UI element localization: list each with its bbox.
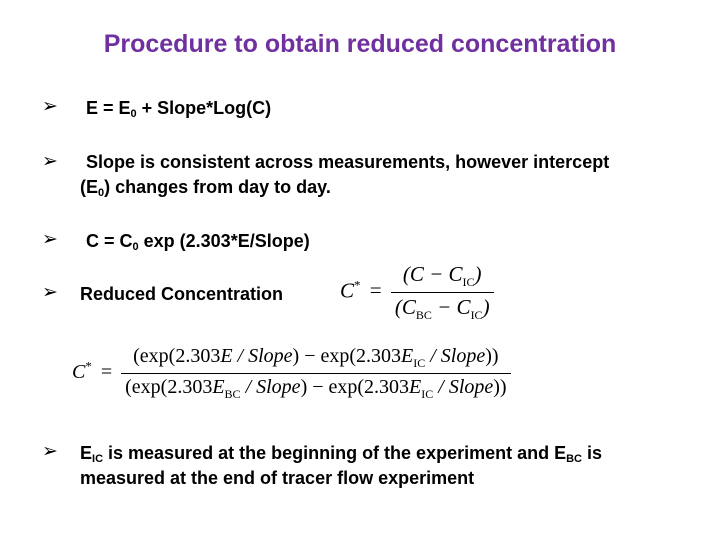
b1-prefix: E = E [86, 98, 131, 118]
f2-star: * [85, 358, 92, 374]
bullet-5-line-2: measured at the end of tracer flow experiment [80, 468, 475, 488]
bullet-1-text [86, 96, 271, 120]
b3-prefix: C = C [86, 231, 133, 251]
arrow-bullet-icon: ➢ [42, 151, 58, 172]
b5-s2: BC [566, 453, 582, 465]
b1-suffix: + Slope*Log(C) [136, 98, 272, 118]
slide-title: Procedure to obtain reduced concentration [103, 30, 617, 58]
f1-denominator: $(C_{BC} - C_{IC})$ [394, 295, 490, 322]
bullet-2-line-2 [80, 175, 331, 199]
f1-numerator: $(C - C_{IC})$ [391, 262, 494, 293]
arrow-bullet-icon: ➢ [42, 282, 58, 303]
bullet-5-line-1 [80, 441, 602, 465]
bullet-2-line-1: Slope is consistent across measurements, however intercept [86, 152, 610, 172]
b3-suffix: exp (2.303*E/Slope) [138, 231, 310, 251]
b5-t1: E [80, 443, 93, 463]
b2-prefix: (E [80, 177, 98, 197]
f2-denominator: ($\exp(2.303E_{BC}$ / Slope) − $\exp(2.303E_{IC}$ / Slope)) [125, 376, 507, 401]
arrow-bullet-icon: ➢ [42, 441, 58, 462]
f2-numerator: (exp(2.303E / Slope) − $\exp(2.303E_{IC}$ / Slope)) [121, 345, 510, 374]
arrow-bullet-icon: ➢ [42, 96, 58, 117]
b5-s1: IC [92, 453, 104, 465]
f1-equals: = [369, 278, 382, 303]
f1-fraction [391, 262, 494, 323]
b1-sub: 0 [130, 108, 137, 120]
b3-sub: 0 [132, 241, 139, 253]
f1-star: * [354, 277, 361, 293]
f2-lhs: C [72, 361, 86, 384]
b2-suffix: ) changes from day to day. [104, 177, 331, 197]
arrow-bullet-icon: ➢ [42, 229, 58, 250]
reduced-concentration-formula [340, 262, 494, 323]
exp-formula [72, 345, 511, 402]
bullet-4-text: Reduced Concentration [80, 284, 284, 304]
b2-sub: 0 [98, 187, 105, 199]
f2-equals: = [100, 361, 113, 384]
f1-lhs: C [340, 278, 355, 303]
f2-fraction [121, 345, 510, 402]
b5-t2: is measured at the beginning of the experiment and E [103, 443, 567, 463]
bullet-3-text [86, 229, 310, 253]
b5-t3: is [582, 443, 603, 463]
